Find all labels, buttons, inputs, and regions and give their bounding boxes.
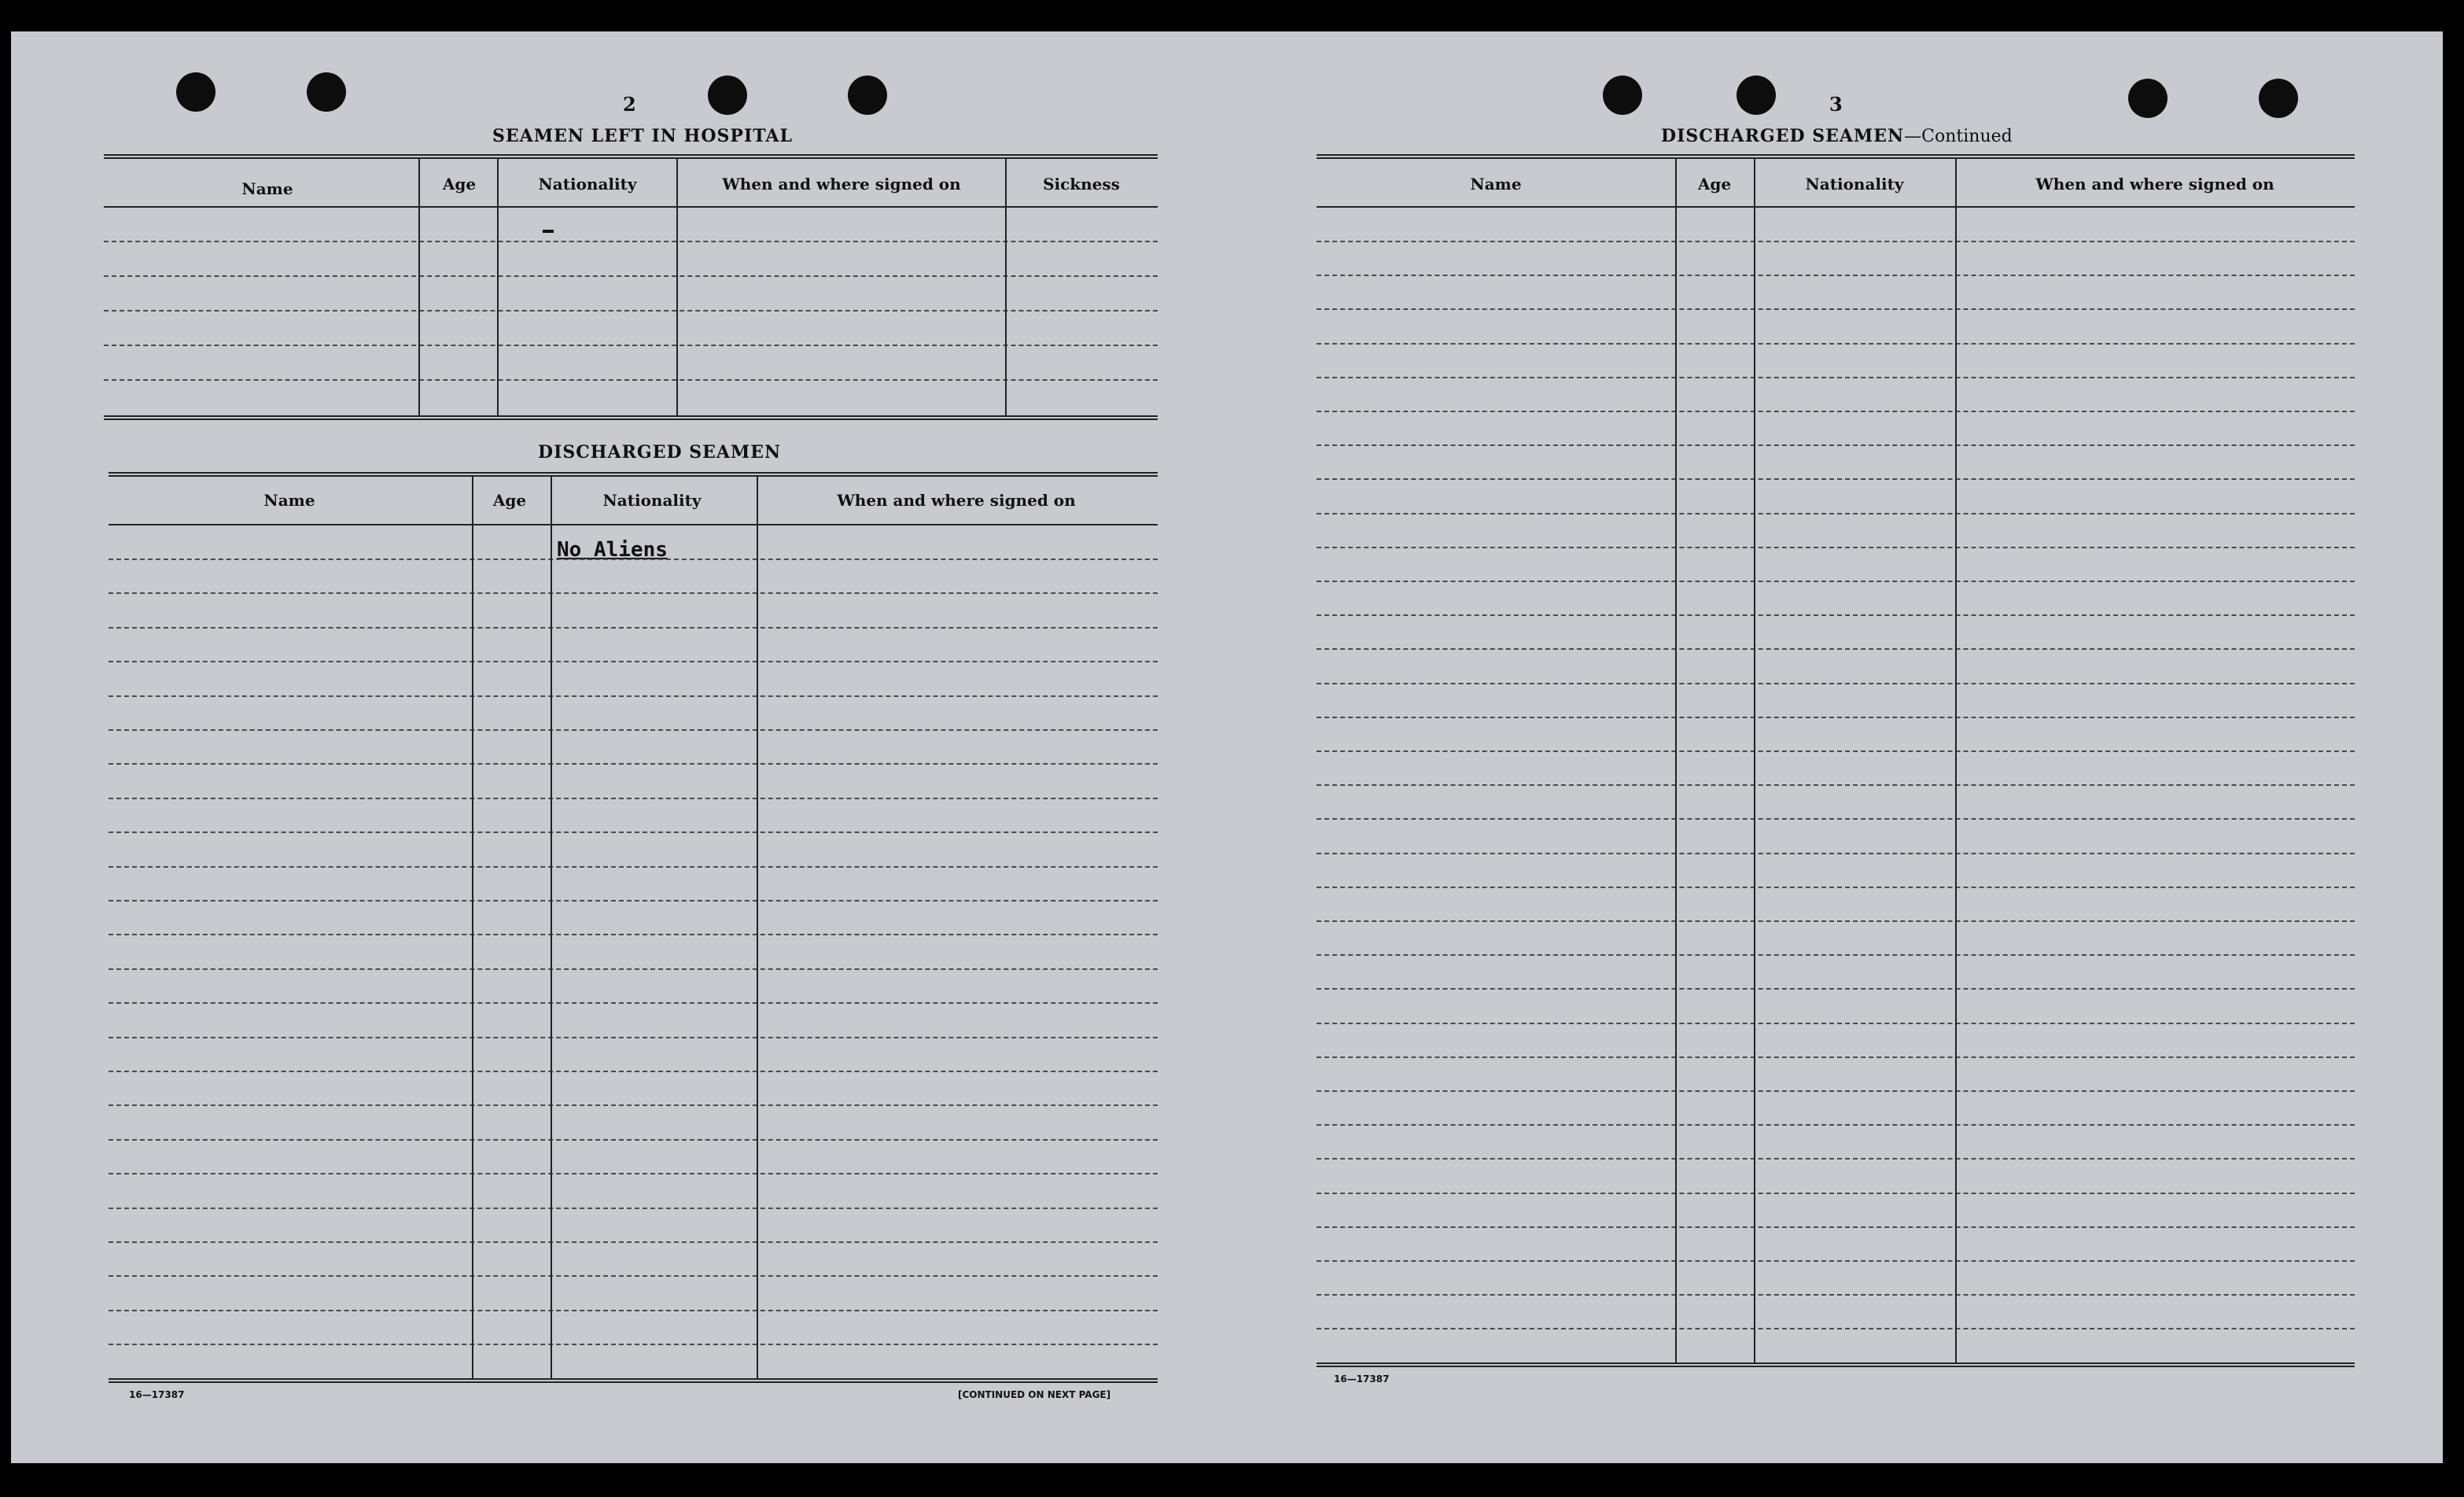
ruled-line (1317, 1328, 2355, 1329)
discharged-continued-title (1661, 126, 2013, 146)
column-divider (472, 475, 473, 1380)
ruled-line (109, 661, 1158, 662)
table-bottom-rule (1317, 1362, 2355, 1367)
column-divider (1005, 157, 1007, 417)
col-header-name: Name (1470, 175, 1522, 194)
ruled-line (109, 1344, 1158, 1345)
col-header-nationality: Nationality (1805, 175, 1904, 194)
punch-hole (307, 72, 346, 112)
col-header-name: Name (241, 179, 293, 198)
ruled-line (1317, 275, 2355, 276)
ruled-line (1317, 1193, 2355, 1194)
ruled-line (109, 763, 1158, 765)
discharged-section-title: DISCHARGED SEAMEN (538, 442, 782, 463)
ruled-line (109, 729, 1158, 731)
table-bottom-rule (104, 415, 1158, 420)
column-divider (497, 157, 499, 417)
ruled-line (1317, 1090, 2355, 1092)
continued-note: [CONTINUED ON NEXT PAGE] (958, 1389, 1111, 1400)
left-page (11, 31, 1247, 1463)
header-rule (109, 524, 1158, 525)
col-header-signed-on: When and where signed on (722, 175, 961, 194)
column-divider (551, 475, 552, 1380)
page-number: 3 (1829, 93, 1843, 116)
ruled-line (1317, 241, 2355, 242)
col-header-signed-on: When and where signed on (2035, 175, 2274, 194)
ruled-line (109, 1002, 1158, 1004)
ruled-line (109, 592, 1158, 594)
header-rule (104, 206, 1158, 208)
hospital-section-title: SEAMEN LEFT IN HOSPITAL (492, 126, 793, 146)
ruled-line (1317, 513, 2355, 514)
col-header-nationality: Nationality (602, 491, 702, 510)
col-header-age: Age (1697, 175, 1732, 194)
ruled-line (1317, 444, 2355, 446)
ruled-line (1317, 954, 2355, 956)
ruled-line (109, 1208, 1158, 1209)
title-suffix: —Continued (1904, 127, 2013, 146)
ruled-line (1317, 377, 2355, 378)
ruled-line (109, 1310, 1158, 1311)
col-header-nationality: Nationality (538, 175, 637, 194)
ruled-line (109, 900, 1158, 902)
ruled-line (1317, 614, 2355, 616)
ruled-line (1317, 308, 2355, 310)
punch-hole (708, 76, 747, 115)
ruled-line (109, 1241, 1158, 1243)
ink-mark (543, 230, 554, 233)
ruled-line (1317, 1260, 2355, 1262)
ruled-line (109, 866, 1158, 868)
table-bottom-rule (109, 1378, 1158, 1383)
ruled-line (109, 627, 1158, 629)
ruled-line (109, 798, 1158, 799)
ruled-line (109, 1275, 1158, 1277)
ruled-line (1317, 1226, 2355, 1228)
form-number: 16—17387 (1334, 1373, 1390, 1385)
col-header-age: Age (492, 491, 527, 510)
title-text: DISCHARGED SEAMEN (1661, 126, 1905, 146)
ruled-line (109, 968, 1158, 970)
col-header-name: Name (263, 491, 315, 510)
table-top-rule (1317, 154, 2355, 159)
ruled-line (1317, 818, 2355, 820)
column-divider (757, 475, 758, 1380)
table-top-rule (109, 472, 1158, 477)
header-rule (1317, 206, 2355, 208)
ruled-line (1317, 343, 2355, 345)
ruled-line (1317, 648, 2355, 650)
ruled-line (1317, 547, 2355, 548)
ruled-line (1317, 750, 2355, 752)
ruled-line (109, 1173, 1158, 1174)
ruled-line (109, 1139, 1158, 1141)
punch-hole (848, 76, 887, 115)
ruled-line (109, 1037, 1158, 1038)
typed-entry: No Aliens (557, 538, 668, 562)
ruled-line (1317, 1124, 2355, 1126)
ruled-line (104, 345, 1158, 346)
ruled-line (1317, 717, 2355, 718)
ruled-line (1317, 683, 2355, 684)
ruled-line (109, 934, 1158, 935)
ruled-line (1317, 784, 2355, 786)
ruled-line (109, 695, 1158, 697)
ruled-line (1317, 853, 2355, 854)
column-divider (676, 157, 678, 417)
column-divider (1955, 157, 1957, 1364)
form-number: 16—17387 (129, 1389, 185, 1400)
ruled-line (109, 559, 1158, 560)
ruled-line (104, 310, 1158, 312)
col-header-age: Age (442, 175, 477, 194)
ruled-line (104, 275, 1158, 277)
ruled-line (104, 379, 1158, 381)
ruled-line (1317, 478, 2355, 480)
ruled-line (1317, 1294, 2355, 1296)
punch-hole (1603, 76, 1642, 115)
column-divider (418, 157, 420, 417)
punch-hole (176, 72, 215, 112)
ruled-line (109, 831, 1158, 833)
punch-hole (2128, 79, 2168, 118)
ruled-line (1317, 1023, 2355, 1024)
page-number: 2 (623, 93, 636, 116)
col-header-sickness: Sickness (1043, 175, 1120, 194)
right-page (1247, 31, 2443, 1463)
ruled-line (109, 1104, 1158, 1106)
ruled-line (1317, 411, 2355, 412)
column-divider (1675, 157, 1677, 1364)
column-divider (1754, 157, 1755, 1364)
ruled-line (1317, 581, 2355, 582)
table-top-rule (104, 154, 1158, 159)
ruled-line (109, 1071, 1158, 1072)
ruled-line (1317, 988, 2355, 990)
ruled-line (1317, 1158, 2355, 1160)
col-header-signed-on: When and where signed on (837, 491, 1076, 510)
punch-hole (1737, 76, 1776, 115)
ruled-line (1317, 887, 2355, 888)
ruled-line (1317, 1056, 2355, 1058)
ruled-line (104, 241, 1158, 242)
punch-hole (2259, 79, 2298, 118)
ruled-line (1317, 920, 2355, 922)
